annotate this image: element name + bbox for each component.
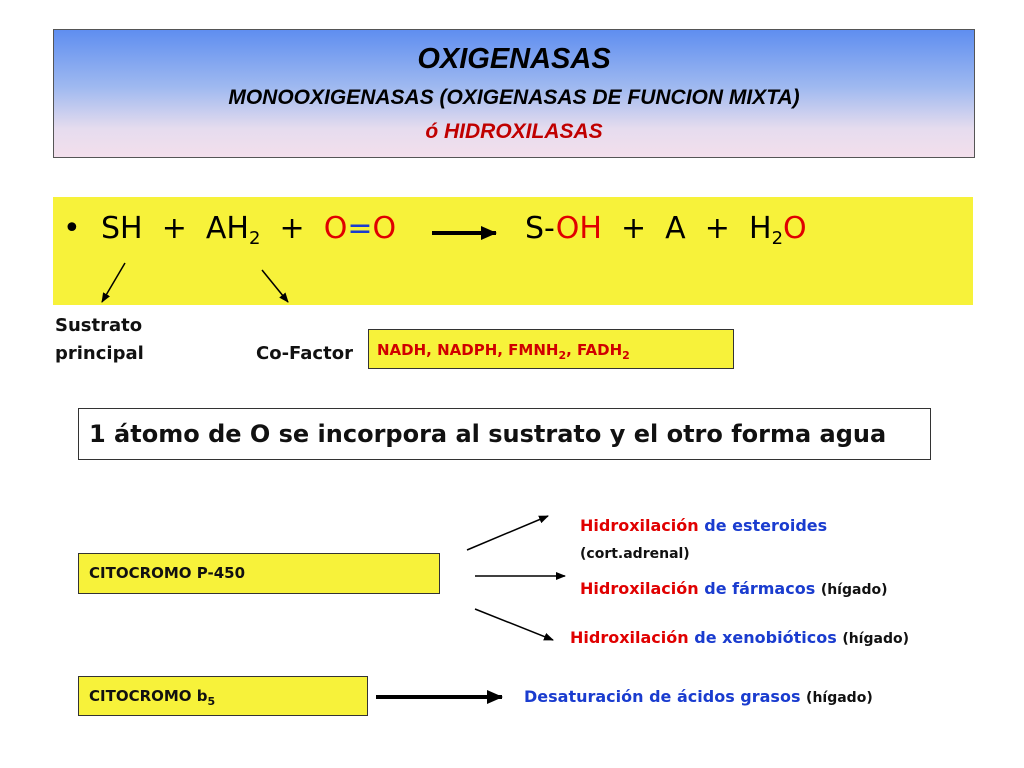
eq-plus-1: +	[161, 211, 187, 246]
arrow-to-sustrato	[102, 263, 125, 302]
eq-plus-4: +	[704, 211, 730, 246]
label-cofactor: Co-Factor	[256, 343, 353, 364]
p450-item-farmacos-a: Hidroxilación	[580, 579, 699, 598]
cofactor-part1: NADH, NADPH, FMNH	[377, 341, 559, 359]
citocromo-b5-label: CITOCROMO b	[89, 687, 208, 705]
p450-item-xenobioticos-a: Hidroxilación	[570, 628, 689, 647]
b5-result-higado: (hígado)	[806, 690, 873, 706]
title-monooxigenasas: MONOOXIGENASAS (OXIGENASAS DE FUNCION MIXTA)	[228, 86, 800, 109]
p450-item-farmacos	[580, 578, 887, 601]
eq-double-bond: =	[347, 211, 373, 246]
eq-o3: O	[783, 211, 807, 246]
p450-item-xenobioticos	[570, 627, 909, 650]
bullet: •	[63, 211, 81, 246]
p450-item-farmacos-c: (hígado)	[820, 582, 888, 598]
eq-plus-3: +	[620, 211, 647, 246]
p450-item-esteroides-a: Hidroxilación	[580, 516, 699, 535]
label-principal: principal	[55, 343, 144, 364]
cofactor-sub1: 2	[558, 349, 567, 362]
p450-note-cort-adrenal: (cort.adrenal)	[580, 546, 690, 562]
eq-h: H	[749, 211, 772, 246]
statement-box: 1 átomo de O se incorpora al sustrato y el otro forma agua	[78, 408, 931, 460]
b5-result	[524, 686, 873, 709]
citocromo-b5-box	[78, 676, 368, 716]
eq-o1: O	[323, 211, 348, 246]
citocromo-p450-box: CITOCROMO P-450	[78, 553, 440, 594]
eq-s: S-	[525, 211, 556, 246]
citocromo-b5-sub: 5	[207, 695, 216, 708]
arrow-p450-esteroides	[467, 516, 548, 550]
cofactor-sub2: 2	[622, 349, 630, 362]
eq-ah-sub: 2	[249, 228, 261, 249]
eq-ah: AH	[205, 211, 249, 246]
p450-item-esteroides-b: de esteroides	[704, 516, 828, 535]
eq-plus-2: +	[279, 211, 305, 246]
eq-h-sub: 2	[771, 228, 784, 249]
eq-sh: SH	[101, 211, 143, 246]
title-hidroxilasas: ó HIDROXILASAS	[425, 120, 603, 143]
p450-item-xenobioticos-c: (hígado)	[842, 631, 909, 647]
p450-item-farmacos-b: de fármacos	[704, 579, 816, 598]
label-sustrato-principal	[55, 312, 144, 368]
eq-o2: O	[372, 211, 397, 246]
arrow-p450-xenobioticos	[475, 609, 553, 640]
cofactor-part2: , FADH	[566, 341, 623, 359]
p450-item-xenobioticos-b: de xenobióticos	[694, 628, 837, 647]
title-oxigenasas: OXIGENASAS	[417, 43, 611, 75]
p450-item-esteroides	[580, 515, 827, 537]
b5-result-desaturacion: Desaturación de ácidos grasos	[524, 687, 801, 706]
eq-a: A	[665, 211, 686, 246]
cofactor-list-box	[368, 329, 734, 369]
eq-oh: OH	[555, 211, 602, 246]
label-sustrato: Sustrato	[55, 315, 143, 336]
arrow-to-cofactor	[262, 270, 288, 302]
